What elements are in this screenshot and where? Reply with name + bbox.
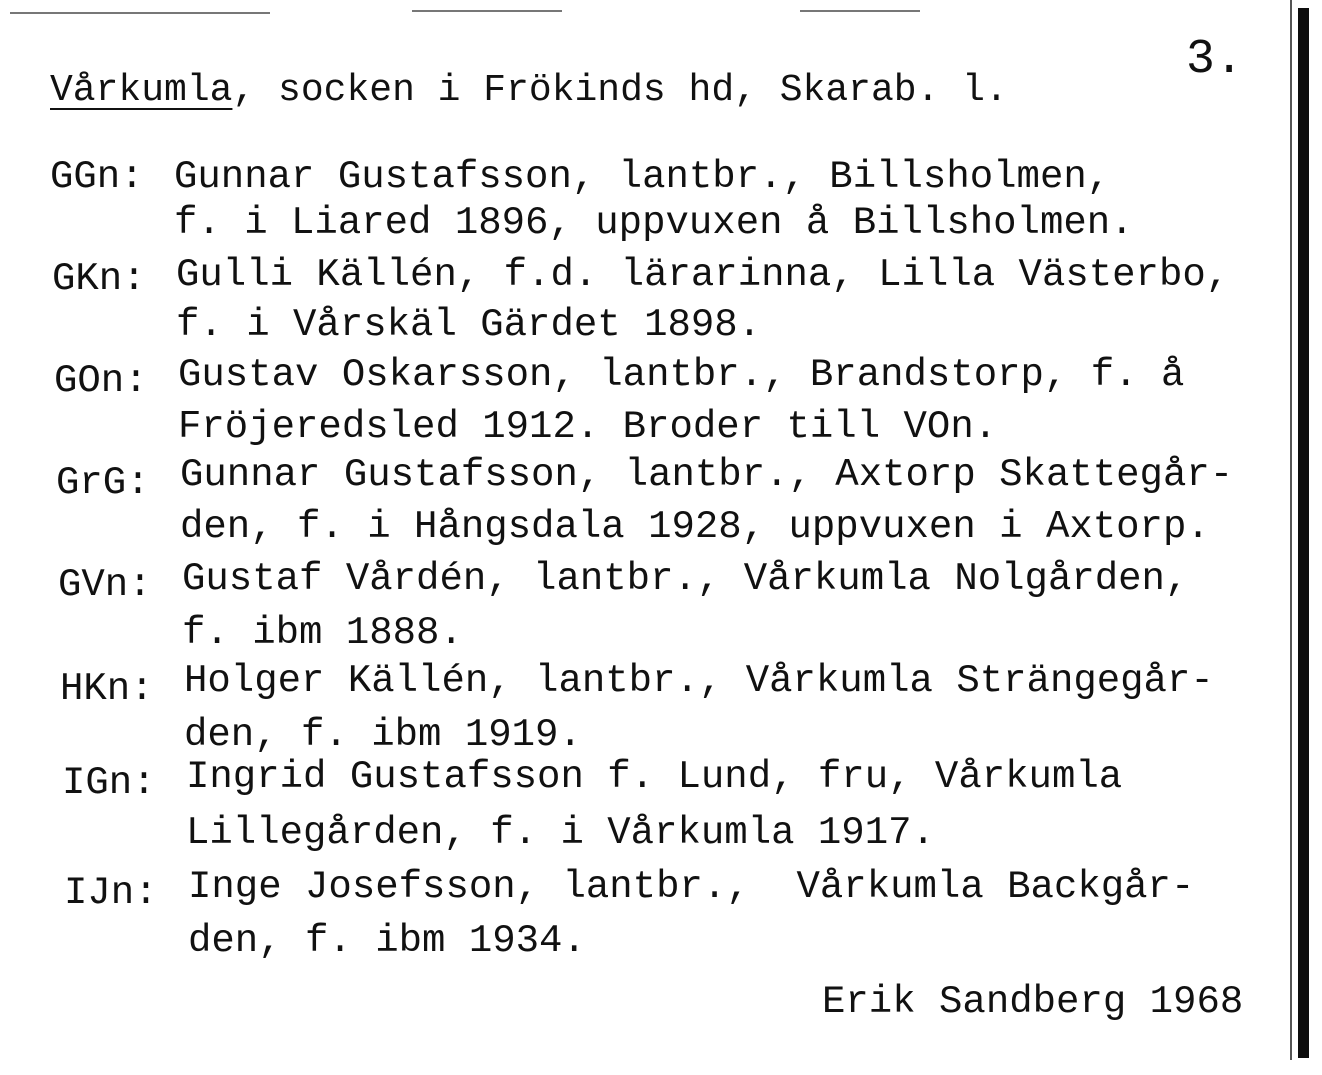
- heading-place-name: Vårkumla: [50, 69, 233, 112]
- entry-line: Gulli Källén, f.d. lärarinna, Lilla Västerbo,: [176, 253, 1230, 297]
- page-number: 3.: [1186, 33, 1244, 87]
- entry-line: Ingrid Gustafsson f. Lund, fru, Vårkumla: [186, 755, 1123, 799]
- card-edge-shadow: [1298, 8, 1309, 1058]
- entry-code: GKn:: [52, 257, 146, 301]
- entry-line: Lillegården, f. i Vårkumla 1917.: [186, 811, 935, 855]
- scan-artifact-top-mid: [412, 10, 562, 12]
- entry-code: GVn:: [58, 563, 152, 607]
- entry-line: f. ibm 1888.: [182, 611, 463, 655]
- scan-artifact-top-right: [800, 10, 920, 12]
- entry-code: GOn:: [54, 359, 148, 403]
- entry-code: GrG:: [56, 461, 150, 505]
- entry-line: Fröjeredsled 1912. Broder till VOn.: [178, 405, 998, 449]
- entry-line: f. i Vårskäl Gärdet 1898.: [176, 303, 762, 347]
- entry-line: den, f. ibm 1919.: [184, 713, 582, 757]
- entry-line: den, f. ibm 1934.: [188, 919, 586, 963]
- card-heading: [50, 69, 1008, 112]
- author-signature-line: Erik Sandberg 1968: [822, 980, 1244, 1024]
- entry-code: IJn:: [64, 871, 158, 915]
- entry-line: Inge Josefsson, lantbr., Vårkumla Backgår-: [188, 865, 1195, 909]
- heading-description: , socken i Frökinds hd, Skarab. l.: [232, 69, 1008, 112]
- entry-line: Gustaf Vårdén, lantbr., Vårkumla Nolgården,: [182, 557, 1189, 601]
- entry-line: den, f. i Hångsdala 1928, uppvuxen i Axtorp.: [180, 505, 1210, 549]
- scan-artifact-top-left: [10, 12, 270, 14]
- entry-code: IGn:: [62, 761, 156, 805]
- entry-code: HKn:: [60, 667, 154, 711]
- entry-line: f. i Liared 1896, uppvuxen å Billsholmen.: [174, 201, 1134, 245]
- card-edge-line: [1290, 0, 1292, 1060]
- entry-line: Gustav Oskarsson, lantbr., Brandstorp, f. å: [178, 353, 1185, 397]
- entry-line: Holger Källén, lantbr., Vårkumla Strängegår-: [184, 659, 1214, 703]
- entry-line: Gunnar Gustafsson, lantbr., Billsholmen,: [174, 155, 1111, 199]
- entry-line: Gunnar Gustafsson, lantbr., Axtorp Skattegår-: [180, 453, 1234, 497]
- entry-code: GGn:: [50, 155, 144, 199]
